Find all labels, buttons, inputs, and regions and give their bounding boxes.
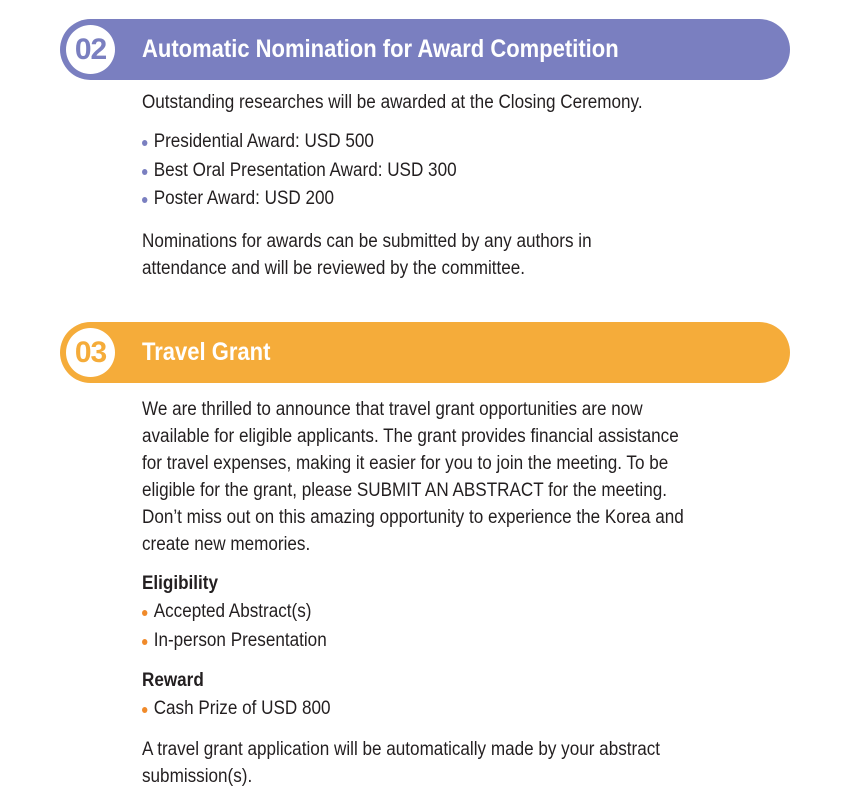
body-line: Don’t miss out on this amazing opportunity to experience the Korea and [142,507,684,528]
body-line: create new memories. [142,534,311,555]
award-list [142,128,790,214]
eligibility-heading: Eligibility [142,573,219,594]
bullet-icon [142,610,147,616]
bullet-icon [142,140,147,146]
body-line: We are thrilled to announce that travel grant opportunities are now [142,399,643,420]
closing-line: A travel grant application will be automatically made by your abstract [142,738,661,760]
list-item: Accepted Abstract(s) [142,598,790,627]
body-line: for travel expenses, making it easier for you to join the meeting. To be [142,453,669,474]
body-line: available for eligible applicants. The grant provides financial assistance [142,426,679,447]
section-02-header [60,19,790,80]
list-item: In-person Presentation [142,627,790,656]
list-item: Cash Prize of USD 800 [142,695,790,724]
awards-intro: Outstanding researches will be awarded at the Closing Ceremony. [142,92,643,113]
eligibility-list [142,598,790,655]
travel-grant-section [142,396,792,790]
section-number-badge: 02 [66,25,115,74]
bullet-icon [142,197,147,203]
section-title: Automatic Nomination for Award Competition [142,35,619,63]
bullet-icon [142,639,147,645]
bullet-icon [142,169,147,175]
list-item: Best Oral Presentation Award: USD 300 [142,157,790,186]
reward-list [142,695,790,724]
list-item: Presidential Award: USD 500 [142,128,790,157]
section-03-header [60,322,790,383]
body-line: eligible for the grant, please SUBMIT AN ABSTRACT for the meeting. [142,480,667,501]
section-title: Travel Grant [142,338,271,366]
bullet-icon [142,707,147,713]
section-number-badge: 03 [66,328,115,377]
closing-line: submission(s). [142,765,253,787]
reward-heading: Reward [142,670,204,691]
award-competition-section [142,89,792,282]
nomination-note-line: Nominations for awards can be submitted by any authors in [142,230,592,252]
list-item: Poster Award: USD 200 [142,185,790,214]
nomination-note-line: attendance and will be reviewed by the committee. [142,257,526,279]
